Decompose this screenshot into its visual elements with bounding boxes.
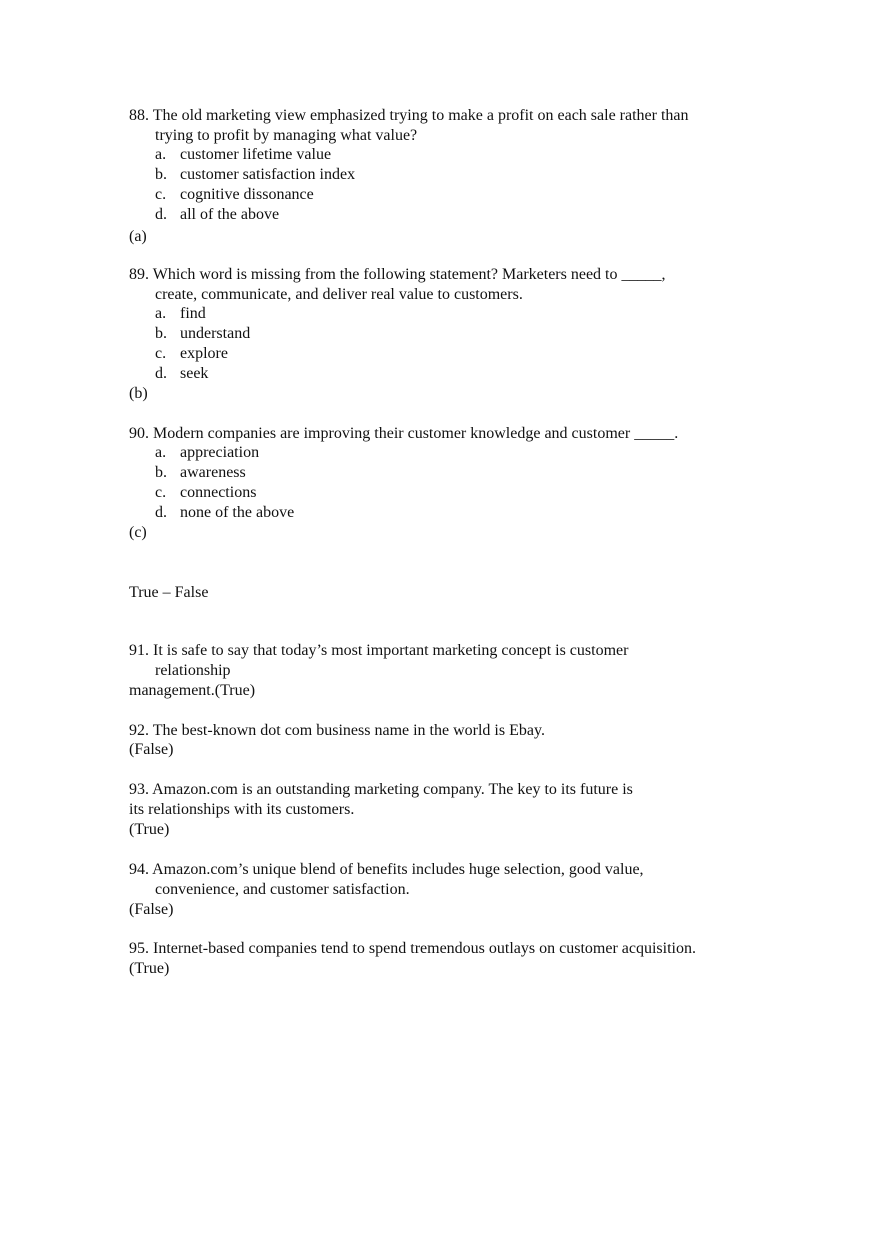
option-letter: c.	[155, 484, 167, 501]
option-text: none of the above	[180, 504, 295, 521]
question-90-answer: (c)	[129, 524, 147, 541]
question-92-answer: (False)	[129, 741, 174, 758]
question-93-answer: (True)	[129, 821, 170, 838]
section-heading-true-false: True – False	[129, 584, 209, 601]
option-letter: a.	[155, 444, 167, 461]
option-text: customer satisfaction index	[180, 166, 356, 183]
question-94-answer: (False)	[129, 901, 174, 918]
question-88-answer: (a)	[129, 228, 147, 245]
option-text: customer lifetime value	[180, 146, 332, 163]
question-94-line-1: 94. Amazon.com’s unique blend of benefits includes huge selection, good value,	[129, 861, 644, 878]
option-text: understand	[180, 325, 251, 342]
option-letter: c.	[155, 186, 167, 203]
option-letter: b.	[155, 325, 167, 342]
question-88-stem-line-1: 88. The old marketing view emphasized trying to make a profit on each sale rather than	[129, 107, 689, 124]
question-91-line-1: 91. It is safe to say that today’s most important marketing concept is customer	[129, 642, 629, 659]
question-91-line-3: management.(True)	[129, 682, 256, 699]
option-text: find	[180, 305, 206, 322]
question-95-line-1: 95. Internet-based companies tend to spend tremendous outlays on customer acquisition.	[129, 940, 696, 957]
question-92-line-1: 92. The best-known dot com business name in the world is Ebay.	[129, 722, 545, 739]
question-88-stem-line-2: trying to profit by managing what value?	[155, 127, 418, 144]
question-93-line-2: its relationships with its customers.	[129, 801, 355, 818]
question-93-line-1: 93. Amazon.com is an outstanding marketing company. The key to its future is	[129, 781, 633, 798]
option-text: awareness	[180, 464, 246, 481]
option-letter: d.	[155, 365, 167, 382]
option-letter: b.	[155, 166, 167, 183]
option-text: all of the above	[180, 206, 280, 223]
option-letter: d.	[155, 504, 167, 521]
option-letter: a.	[155, 305, 167, 322]
option-text: explore	[180, 345, 228, 362]
question-91-line-2: relationship	[155, 662, 231, 679]
option-text: cognitive dissonance	[180, 186, 314, 203]
option-text: seek	[180, 365, 209, 382]
option-text: connections	[180, 484, 257, 501]
question-89-stem-line-1: 89. Which word is missing from the following statement? Marketers need to _____,	[129, 266, 666, 283]
question-90-stem-line-1: 90. Modern companies are improving their customer knowledge and customer _____.	[129, 425, 679, 442]
question-95-answer: (True)	[129, 960, 170, 977]
option-text: appreciation	[180, 444, 260, 461]
question-89-stem-line-2: create, communicate, and deliver real value to customers.	[155, 286, 523, 303]
option-letter: a.	[155, 146, 167, 163]
option-letter: b.	[155, 464, 167, 481]
option-letter: c.	[155, 345, 167, 362]
question-94-line-2: convenience, and customer satisfaction.	[155, 881, 410, 898]
option-letter: d.	[155, 206, 167, 223]
question-89-answer: (b)	[129, 385, 148, 402]
